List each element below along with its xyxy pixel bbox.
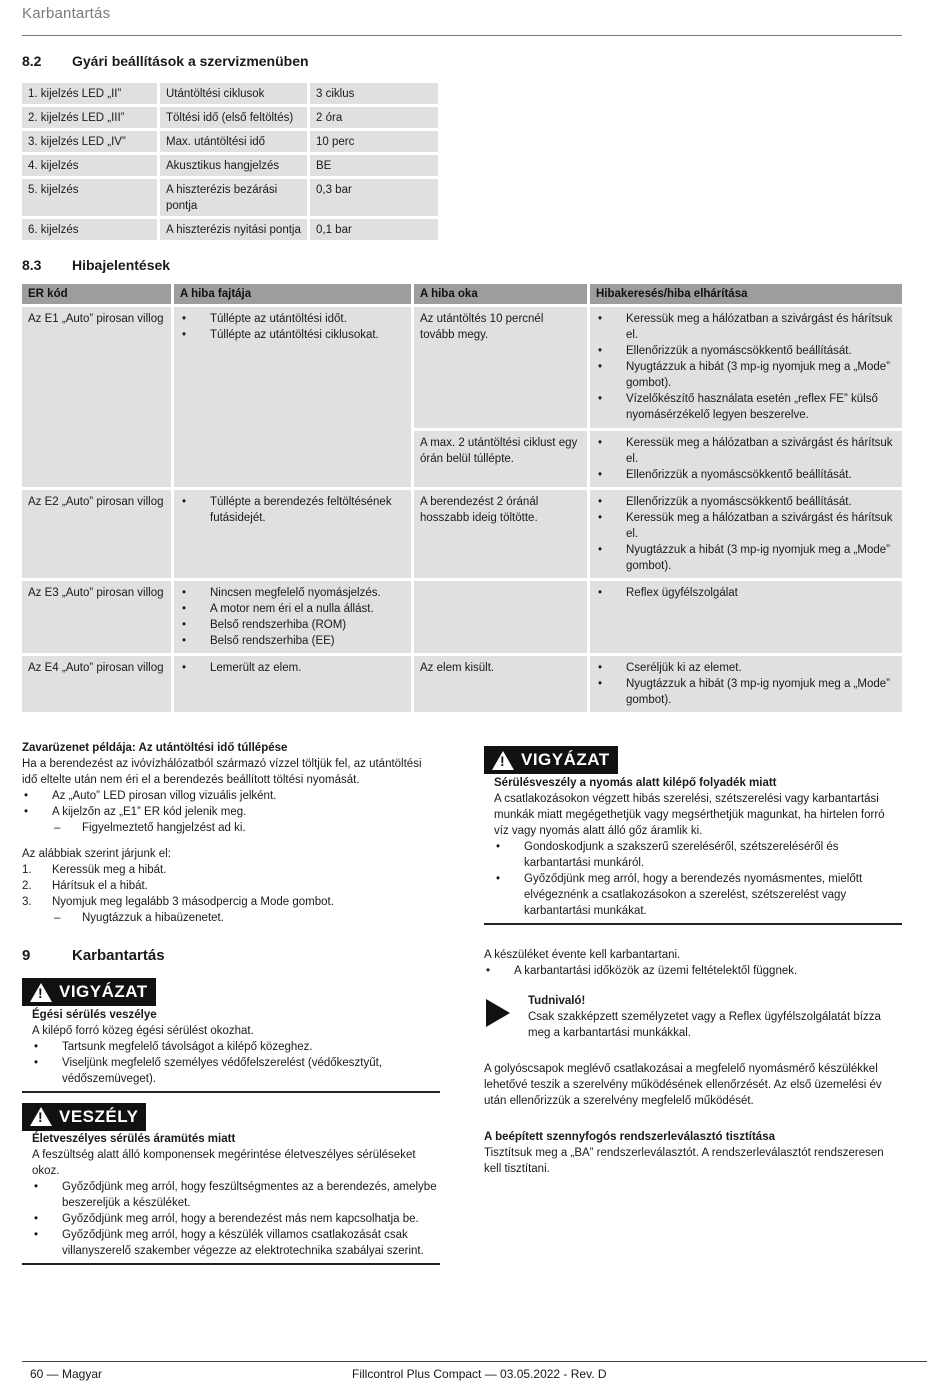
table-cell: 0,3 bar — [310, 179, 438, 216]
list-item: • A motor nem éri el a nulla állást. — [180, 601, 405, 617]
example-sub-item: – Figyelmeztető hangjelzést ad ki. — [22, 820, 440, 836]
error-fix — [590, 490, 902, 581]
list-item: • Győződjünk meg arról, hogy a készülék villamos csatlakozását csak villanyszerelő szakember végezze az elektrotechnika szabályai szerint. — [32, 1227, 440, 1259]
warning-pressure — [484, 746, 902, 925]
list-item: • A karbantartási időközök az üzemi feltételektől függnek. — [484, 963, 902, 979]
table-cell: Akusztikus hangjelzés — [160, 155, 310, 176]
list-item: • Tartsunk megfelelő távolságot a kilépő közeghez. — [32, 1039, 440, 1055]
table-header-row — [22, 284, 902, 307]
step-sub-item: – Nyugtázzuk a hibaüzenetet. — [22, 910, 440, 926]
note-text: Csak szakképzett személyzetet vagy a Reflex ügyfélszolgálatát bízza meg a karbantartási munkákkal. — [528, 1010, 881, 1039]
list-item: • Győződjünk meg arról, hogy a berendezést más nem kapcsolhatja be. — [32, 1211, 440, 1227]
section-title: Gyári beállítások a szervizmenüben — [72, 53, 309, 69]
table-row — [22, 581, 902, 656]
list-item: • Nyugtázzuk a hibát (3 mp-ig nyomjuk meg a „Mode” gombot). — [596, 542, 896, 574]
list-item: • Keressük meg a hálózatban a szivárgást és hárítsuk el. — [596, 435, 896, 467]
error-cause: A max. 2 utántöltési ciklust egy órán belül túllépte. — [414, 431, 590, 490]
error-cause: Az elem kisült. — [414, 656, 590, 715]
table-cell: 3 ciklus — [310, 83, 438, 104]
error-messages-table — [22, 284, 902, 715]
section-number: 8.2 — [22, 53, 42, 69]
page-footer — [22, 1361, 927, 1381]
list-item: • Győződjünk meg arról, hogy feszültségmentes az a berendezés, amelybe beszereljük a készüléket. — [32, 1179, 440, 1211]
left-column — [22, 740, 440, 1265]
table-row — [22, 490, 902, 581]
yearly-bullets — [484, 963, 902, 979]
warning-badge-label: VIGYÁZAT — [59, 982, 148, 1001]
list-item: • Túllépte az utántöltési időt. — [180, 311, 405, 327]
warning-text: A kilépő forró közeg égési sérülést okozhat. — [32, 1024, 254, 1037]
table-row — [22, 307, 902, 431]
table-cell: 5. kijelzés — [22, 179, 160, 216]
section-title: Hibajelentések — [72, 257, 171, 273]
list-item: • Nincsen megfelelő nyomásjelzés. — [180, 585, 405, 601]
list-item: • Viseljünk megfelelő személyes védőfelszerelést (védőkesztyűt, védőszemüveget). — [32, 1055, 440, 1087]
play-arrow-icon — [486, 999, 510, 1027]
header-title: Karbantartás — [22, 5, 111, 22]
list-item: • Belső rendszerhiba (ROM) — [180, 617, 405, 633]
column-header: ER kód — [22, 284, 174, 307]
table-row — [22, 107, 438, 128]
table-cell: 2. kijelzés LED „III” — [22, 107, 160, 128]
warning-bullets — [32, 1039, 440, 1087]
list-item: • Túllépte a berendezés feltöltésének futásidejét. — [180, 494, 405, 526]
list-item: • A kijelzőn az „E1” ER kód jelenik meg. — [22, 804, 440, 820]
right-column — [484, 746, 902, 1177]
error-fix — [590, 656, 902, 715]
list-item: • Keressük meg a hálózatban a szivárgást és hárítsuk el. — [596, 311, 896, 343]
step-number: 3. — [22, 896, 32, 908]
warning-title: Életveszélyes sérülés áramütés miatt — [32, 1133, 236, 1145]
footer-doc-info: Fillcontrol Plus Compact — 03.05.2022 - Rev. D — [352, 1367, 607, 1381]
table-cell: 6. kijelzés — [22, 219, 160, 240]
steps-list — [22, 862, 440, 910]
list-item — [22, 878, 440, 894]
example-bullets — [22, 788, 440, 820]
step-text: Keressük meg a hibát. — [52, 864, 167, 876]
error-fix — [590, 581, 902, 656]
warning-title: Égési sérülés veszélye — [32, 1008, 157, 1021]
error-type — [174, 656, 414, 715]
factory-settings-table — [22, 80, 438, 243]
table-row — [22, 83, 438, 104]
example-intro: Ha a berendezést az ivóvízhálózatból származó vízzel töltjük fel, az utántöltési idő eltelte után nem éri el a berendezés beállított töltési nyomását. — [22, 758, 422, 786]
step-number: 1. — [22, 864, 32, 876]
error-type — [174, 490, 414, 581]
error-code: Az E3 „Auto” pirosan villog — [22, 581, 174, 656]
section-9-heading — [22, 948, 440, 964]
list-item: • Nyugtázzuk a hibát (3 mp-ig nyomjuk meg a „Mode” gombot). — [596, 359, 896, 391]
list-item: • Lemerült az elem. — [180, 660, 405, 676]
error-cause: A berendezést 2 óránál hosszabb ideig töltötte. — [414, 490, 590, 581]
table-cell: Max. utántöltési idő — [160, 131, 310, 152]
note-title: Tudnivaló! — [528, 994, 586, 1007]
footer-page-number: 60 — Magyar — [30, 1367, 103, 1381]
yearly-maintenance: A készüléket évente kell karbantartani. — [484, 948, 681, 961]
list-item: • Nyugtázzuk a hibát (3 mp-ig nyomjuk meg a „Mode” gombot). — [596, 676, 896, 708]
table-cell: 4. kijelzés — [22, 155, 160, 176]
table-row — [22, 131, 438, 152]
list-item — [22, 894, 440, 910]
steps-intro: Az alábbiak szerint járjunk el: — [22, 848, 171, 860]
error-type — [174, 307, 414, 490]
table-row — [22, 219, 438, 240]
list-item: • Túllépte az utántöltési ciklusokat. — [180, 327, 405, 343]
warning-title: Sérülésveszély a nyomás alatt kilépő folyadék miatt — [494, 776, 777, 789]
cleaning-title: A beépített szennyfogós rendszerleválasztó tisztítása — [484, 1130, 775, 1143]
list-item: • Ellenőrizzük a nyomáscsökkentő beállítását. — [596, 494, 896, 510]
error-code: Az E4 „Auto” pirosan villog — [22, 656, 174, 715]
table-cell: 3. kijelzés LED „IV” — [22, 131, 160, 152]
column-header: A hiba oka — [414, 284, 590, 307]
ball-valve-paragraph: A golyóscsapok meglévő csatlakozásai a megfelelő nyomásmérő készülékkel lehetővé teszik a szerelvény működésének ellenőrzését. Az első üzemelési év után ellenőrizzük a szerelvény megfelelő működését. — [484, 1062, 882, 1107]
note-block — [484, 993, 902, 1041]
table-cell: Töltési idő (első feltöltés) — [160, 107, 310, 128]
table-cell: BE — [310, 155, 438, 176]
table-cell: A hiszterézis nyitási pontja — [160, 219, 310, 240]
warning-burn — [22, 978, 440, 1093]
error-fix — [590, 431, 902, 490]
warning-triangle-icon — [30, 983, 52, 1002]
table-cell: 10 perc — [310, 131, 438, 152]
page-header — [22, 6, 902, 36]
list-item: • Győződjünk meg arról, hogy a berendezés nyomásmentes, mielőtt elvégeznénk a csatlakozásokon a szerelést, szétszerelést vagy karbantartási munkákat. — [494, 871, 902, 919]
section-number: 8.3 — [22, 257, 42, 273]
column-header: A hiba fajtája — [174, 284, 414, 307]
list-item — [22, 862, 440, 878]
list-item: • Belső rendszerhiba (EE) — [180, 633, 405, 649]
error-code: Az E1 „Auto” pirosan villog — [22, 307, 174, 490]
error-cause — [414, 581, 590, 656]
error-code: Az E2 „Auto” pirosan villog — [22, 490, 174, 581]
column-header: Hibakeresés/hiba elhárítása — [590, 284, 902, 307]
danger-badge — [22, 1103, 146, 1131]
list-item: • Ellenőrizzük a nyomáscsökkentő beállítását. — [596, 343, 896, 359]
cleaning-text: Tisztítsuk meg a „BA” rendszerleválasztót. A rendszerleválasztót rendszeresen kell tisztítani. — [484, 1146, 884, 1175]
example-title: Zavarüzenet példája: Az utántöltési idő túllépése — [22, 742, 288, 754]
list-item: • Gondoskodjunk a szakszerű szereléséről, szétszereléséről és karbantartási munkáról. — [494, 839, 902, 871]
error-type — [174, 581, 414, 656]
table-cell: 2 óra — [310, 107, 438, 128]
table-cell: 0,1 bar — [310, 219, 438, 240]
warning-badge — [22, 978, 156, 1006]
list-item: • Reflex ügyfélszolgálat — [596, 585, 896, 601]
table-row — [22, 179, 438, 216]
list-item: • Vízelőkészítő használata esetén „reflex FE” külső nyomásérzékelő legyen beszerelve. — [596, 391, 896, 423]
step-text: Hárítsuk el a hibát. — [52, 880, 148, 892]
list-item: • Az „Auto” LED pirosan villog vizuális jelként. — [22, 788, 440, 804]
step-number: 2. — [22, 880, 32, 892]
section-8-2-heading — [22, 53, 309, 69]
table-cell: 1. kijelzés LED „II” — [22, 83, 160, 104]
section-number: 9 — [22, 947, 31, 964]
warning-badge — [484, 746, 618, 774]
list-item: • Keressük meg a hálózatban a szivárgást és hárítsuk el. — [596, 510, 896, 542]
error-fix — [590, 307, 902, 431]
error-cause: Az utántöltés 10 percnél tovább megy. — [414, 307, 590, 431]
danger-badge-label: VESZÉLY — [59, 1106, 139, 1126]
table-cell: A hiszterézis bezárási pontja — [160, 179, 310, 216]
warning-triangle-icon — [30, 1107, 52, 1126]
warning-triangle-icon — [492, 751, 514, 770]
list-item: • Ellenőrizzük a nyomáscsökkentő beállítását. — [596, 467, 896, 483]
section-title: Karbantartás — [72, 947, 165, 964]
warning-text: A feszültség alatt álló komponensek megérintése életveszélyes sérüléseket okoz. — [32, 1149, 416, 1177]
table-cell: Utántöltési ciklusok — [160, 83, 310, 104]
table-row — [22, 155, 438, 176]
table-row — [22, 656, 902, 715]
step-text: Nyomjuk meg legalább 3 másodpercig a Mode gombot. — [52, 896, 334, 908]
warning-electric — [22, 1103, 440, 1266]
warning-badge-label: VIGYÁZAT — [521, 750, 610, 769]
warning-bullets — [494, 839, 902, 919]
warning-text: A csatlakozásokon végzett hibás szerelési, szétszerelési vagy karbantartási munkák miatt megégethetjük vagy megsérthetjük magunkat, ha hirtelen forró víz vagy nyomás alatt álló gőz áramlik ki. — [494, 792, 885, 837]
section-8-3-heading — [22, 257, 170, 273]
list-item: • Cseréljük ki az elemet. — [596, 660, 896, 676]
warning-bullets — [32, 1179, 440, 1259]
